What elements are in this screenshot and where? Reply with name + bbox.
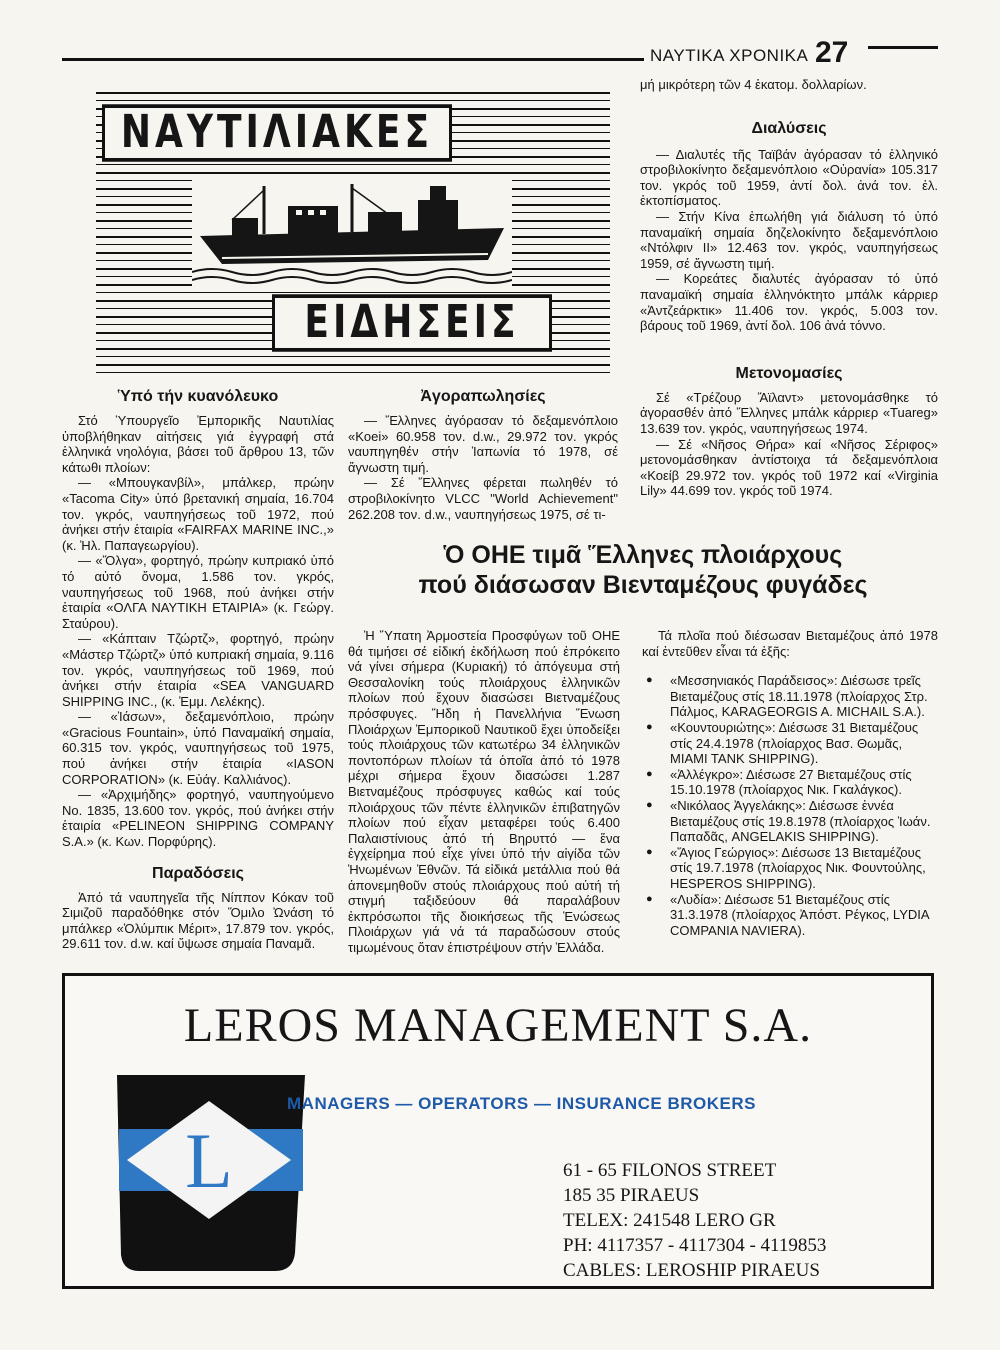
- masthead-logo: [96, 88, 610, 378]
- feature-headline-line2: πού διάσωσαν Βιενταμέζους φυγάδες: [418, 571, 868, 599]
- metonomasies-paragraph: Σέ «Τρέζουρ Ἄϊλαντ» μετονομάσθηκε τό ἀγορασθέν ἀπό Ἕλληνες μπάλκ κάρριερ «Tuareg» 13.639 τον. γκρός, ναυπηγήσεως 1974.: [640, 389, 938, 436]
- ship-illustration: [192, 178, 512, 288]
- list-item: ● «Λυδία»: Διέσωσε 51 Βιεταμέζους στίς 31.3.1978 (πλοίαρχος Ἀπόστ. Ρέγκος, LYDIA COMPANIA NAVIERA).: [642, 892, 938, 939]
- list-item: ● «Ἀλλέγκρο»: Διέσωσε 27 Βιεταμέζους στίς 15.10.1978 (πλοίαρχος Νικ. Γκαλάγκος).: [642, 767, 938, 798]
- feature-headline-line1: Ὁ ΟΗΕ τιμᾶ Ἕλληνες πλοιάρχους: [443, 541, 843, 569]
- agorapolisies-paragraph: — Ἕλληνες ἀγόρασαν τό δεξαμενόπλοιο «Koei» 60.958 τον. d.w., 29.972 τον. γκρός ναυπηγηθέν στήν Ἰαπωνία τό 1978, σέ ἄγνωστη τιμή.: [348, 413, 618, 475]
- dialyseis-paragraph: — Κορεάτες διαλυτές ἀγόρασαν τό ὑπό παναμαϊκή σημαία ἑλληνόκτητο μπάλκ κάρριερ «Ἀντζεάρκτικ» 11.406 τον. γκρός, 5.003 τον. βάρους τοῦ 1969, ἀντί δολ. 106 ἀνά τόννο.: [640, 271, 938, 334]
- section-heading-agorapolisies: Ἀγοραπωλησίες: [420, 388, 546, 405]
- address-line: PH: 4117357 - 4117304 - 4119853: [563, 1235, 827, 1256]
- section-heading-metonomasies: Μετονομασίες: [735, 364, 843, 382]
- list-item: ● «Νικόλαος Ἀγγελάκης»: Διέσωσε ἐννέα Βιεταμέζους στίς 19.8.1978 (πλοίαρχος Ἰωάν. Παπαδᾶς, ANGELAKIS SHIPPING).: [642, 798, 938, 845]
- kyanoleyko-paragraph: — «Ὄλγα», φορτηγό, πρώην κυπριακό ὑπό τό αὐτό ὄνομα, 1.586 τον. γκρός, ναυπηγήσεως τοῦ 1968, πού ἀνήκει στήν ἑταιρία «ΟΛΓΑ ΝΑΥΤΙΚΗ ΕΤΑΙΡΙΑ» (κ. Γεώργ. Σταύρου).: [62, 553, 334, 631]
- advert-company-name: LEROS MANAGEMENT S.A.: [183, 999, 813, 1052]
- kyanoleyko-paragraph: Στό Ὑπουργεῖο Ἐμπορικῆς Ναυτιλίας ὑποβλήθηκαν αἰτήσεις γιά ἐγγραφή στά ἑλληνικά νηολόγια, βάσει τοῦ ἄρθρου 13, τῶν κάτωθι πλοίων:: [62, 413, 334, 475]
- feature-body-paragraph: Ἡ Ὕπατη Ἀρμοστεία Προσφύγων τοῦ ΟΗΕ θά τιμήσει σέ εἰδική ἐκδήλωση πού ἐπρόκειτο νά γίνει σήμερα (Κυριακή) τό ἀπόγευμα στή Θεσσαλονίκη τούς πλοιάρχους ἑλληνικῶν πλοίων πού ἔχουν διασώσει Βιετναμέζους πρόσφυγες. Ἤδη ἡ Πανελλήνια Ἕνωση Πλοιάρχων Ἐμπορικοῦ Ναυτικοῦ ἔχει ὑποδείξει τούς πλοιάρχους τῶν κατωτέρω 34 ἑλληνικῶν ποντοπόρων πλοίων τά ὁποῖα ἀπό τό 1978 μέχρι σήμερα ἔχουν διασώσει 1.287 Βιετναμέζους πρόσφυγες καθώς καί τούς πλοιάρχους τῶν πέντε ἑλληνικῶν ἐπιβατηγῶν πλοίων πού εἶχαν μεταφέρει τούς 6.400 Παλαιστίνιους ἀπό τή Βηρυττό — ἕνα ἐγχείρημα πού εἶχε γίνει ὑπό τήν αἰγίδα τῶν Ἡνωμένων Ἐθνῶν. Τά εἰδικά μετάλλια πού θά ἀπονεμηθοῦν στούς πλοιάρχους πού αὐτή τή στιγμή ταξιδεύουν θά παραλάβουν ἐκπρόσωποι τῆς διοικήσεως τῆς Ἑνώσεως Πλοιάρχων γιά νά τά παραδώσουν στούς τιμωμένους ὅταν ἐπιστρέψουν στήν Ἑλλάδα.: [348, 628, 620, 955]
- kyanoleyko-paragraph: — «Μπουγκανβίλ», μπάλκερ, πρώην «Tacoma City» ὑπό βρετανική σημαία, 16.704 τον. γκρός, ναυπηγήσεως τοῦ 1972, πού ἀνήκει στήν ἑταιρία «FAIRFAX MARINE INC.,» (κ. Ἠλ. Παπαγεωργίου).: [62, 475, 334, 553]
- advert-address: [563, 1158, 826, 1283]
- middle-column: [348, 387, 618, 522]
- dialyseis-paragraph: — Διαλυτές τῆς Ταϊβάν ἀγόρασαν τό ἑλληνικό στροβιλοκίνητο δεξαμενόπλοιο «Οὐρανία» 105.317 τον. γκρός τοῦ 1959, ἀντί δολ. ἀνά τον. ἐλ. ἐκτοπίσματος.: [640, 146, 938, 209]
- kyanoleyko-paragraph: — «Ἀρχιμήδης» φορτηγό, ναυπηγούμενο Νο. 1835, 13.600 τον. γκρός, πού ἀνήκει στήν ἑταιρία «PELINEON SHIPPING COMPANY S.A.» (κ. Κων. Πορφύρης).: [62, 787, 334, 850]
- page-number: 27: [815, 36, 849, 69]
- address-line: CABLES: LEROSHIP PIRAEUS: [563, 1260, 820, 1281]
- address-line: 61 - 65 FILONOS STREET: [563, 1160, 777, 1181]
- publication-title: ΝΑΥΤΙΚΑ ΧΡΟΝΙΚΑ: [650, 46, 809, 65]
- logo-letter: L: [185, 1117, 233, 1204]
- kyanoleyko-paragraph: — «Κάπταιν Τζώρτζ», φορτηγό, πρώην «Μάστερ Τζώρτζ» ὑπό κυπριακή σημαία, 9.116 τον. γκρός, ναυπηγήσεως τοῦ 1969, πού ἀνήκει στήν ἑταιρία «SEA VANGUARD SHIPPING INC., (κ. Ἐμμ. Λελέκης).: [62, 631, 334, 709]
- paradoseis-paragraph: Ἀπό τά ναυπηγεῖα τῆς Νίππον Κόκαν τοῦ Σιμιζοῦ παραδόθηκε στόν Ὅμιλο Ὠνάση τό μπάλκερ «Ὀλύμπικ Μέριτ», 17.879 τον. γκρός, 29.611 τον. d.w. καί ὕψωσε σημαία Παναμᾶ.: [62, 889, 334, 952]
- address-line: TELEX: 241548 LERO GR: [563, 1210, 776, 1231]
- list-item: ● «Ἅγιος Γεώργιος»: Διέσωσε 13 Βιεταμέζους στίς 19.7.1978 (πλοίαρχος Νικ. Φουντούλης, HESPEROS SHIPPING).: [642, 845, 938, 892]
- list-item: ● «Κουντουριώτης»: Διέσωσε 31 Βιεταμέζους στίς 24.4.1978 (πλοίαρχος Βασ. Θωμᾶς, MIAMI TANK SHIPPING).: [642, 720, 938, 767]
- right-column: [640, 77, 938, 499]
- kyanoleyko-paragraph: — «Ἰάσων», δεξαμενόπλοιο, πρώην «Gracious Fountain», ὑπό Παναμαϊκή σημαία, 60.315 τον. γκρός, ναυπηγήσεως τοῦ 1975, πού ἀνήκει στήν ἑταιρία «IASON CORPORATION» (κ. Εὐάγ. Καλλιάνος).: [62, 709, 334, 787]
- masthead-word-bottom: ΕΙΔΗΣΕΙΣ: [272, 294, 552, 352]
- address-line: 185 35 PIRAEUS: [563, 1185, 700, 1206]
- header-rule-left: [62, 58, 644, 61]
- left-column: [62, 387, 334, 952]
- dialyseis-paragraph: — Στήν Κίνα ἐπωλήθη γιά διάλυση τό ὑπό παναμαϊκή σημαία δηζελοκίνητο δεξαμενόπλοιο «Ντόλφιν ΙΙ» 12.463 τον. γκρός, ναυπηγήσεως 1959, σέ ἄγνωστη τιμή.: [640, 208, 938, 271]
- header-rule-right: [868, 46, 938, 49]
- ship-list-intro: Τά πλοῖα πού διέσωσαν Βιεταμέζους ἀπό 1978 καί ἐντεῦθεν εἶναι τά ἑξῆς:: [642, 628, 938, 659]
- ship-list: [642, 628, 938, 938]
- section-heading-paradoseis: Παραδόσεις: [152, 864, 244, 882]
- section-heading-dialyseis: Διαλύσεις: [751, 119, 827, 137]
- feature-headline: [348, 540, 938, 600]
- advert-box: [62, 973, 934, 1289]
- metonomasies-paragraph: — Σέ «Νῆσος Θήρα» καί «Νῆσος Σέριφος» μετονομάσθηκαν ἀντίστοιχα τά δεξαμενόπλοια «Κοείβ 29.972 τον. γκρός τοῦ 1972 καί «Virginia Lily» 44.699 τον. γκρός τοῦ 1974.: [640, 436, 938, 499]
- agorapolisies-paragraph: — Σέ Ἕλληνες φέρεται πωληθέν τό στροβιλοκίνητο VLCC "World Achievement" 262.208 τον. d.w., ναυπηγήσεως 1975, σέ τι-: [348, 475, 618, 522]
- masthead-word-top: ΝΑΥΤΙΛΙΑΚΕΣ: [102, 104, 452, 162]
- company-logo: [109, 1071, 309, 1281]
- list-item: ● «Μεσσηνιακός Παράδεισος»: Διέσωσε τρεῖς Βιεταμέζους στίς 18.11.1978 (πλοίαρχος Στρ. Πάλμος, KARAGEORGIS A. MICHAIL S.A.).: [642, 673, 938, 720]
- advert-tagline: MANAGERS — OPERATORS — INSURANCE BROKERS: [287, 1094, 756, 1113]
- section-heading-kyanoleyko: Ὑπό τήν κυανόλευκο: [117, 388, 279, 405]
- carryover-text: μή μικρότερη τῶν 4 ἑκατομ. δολλαρίων.: [640, 77, 867, 92]
- feature-body: [348, 628, 620, 955]
